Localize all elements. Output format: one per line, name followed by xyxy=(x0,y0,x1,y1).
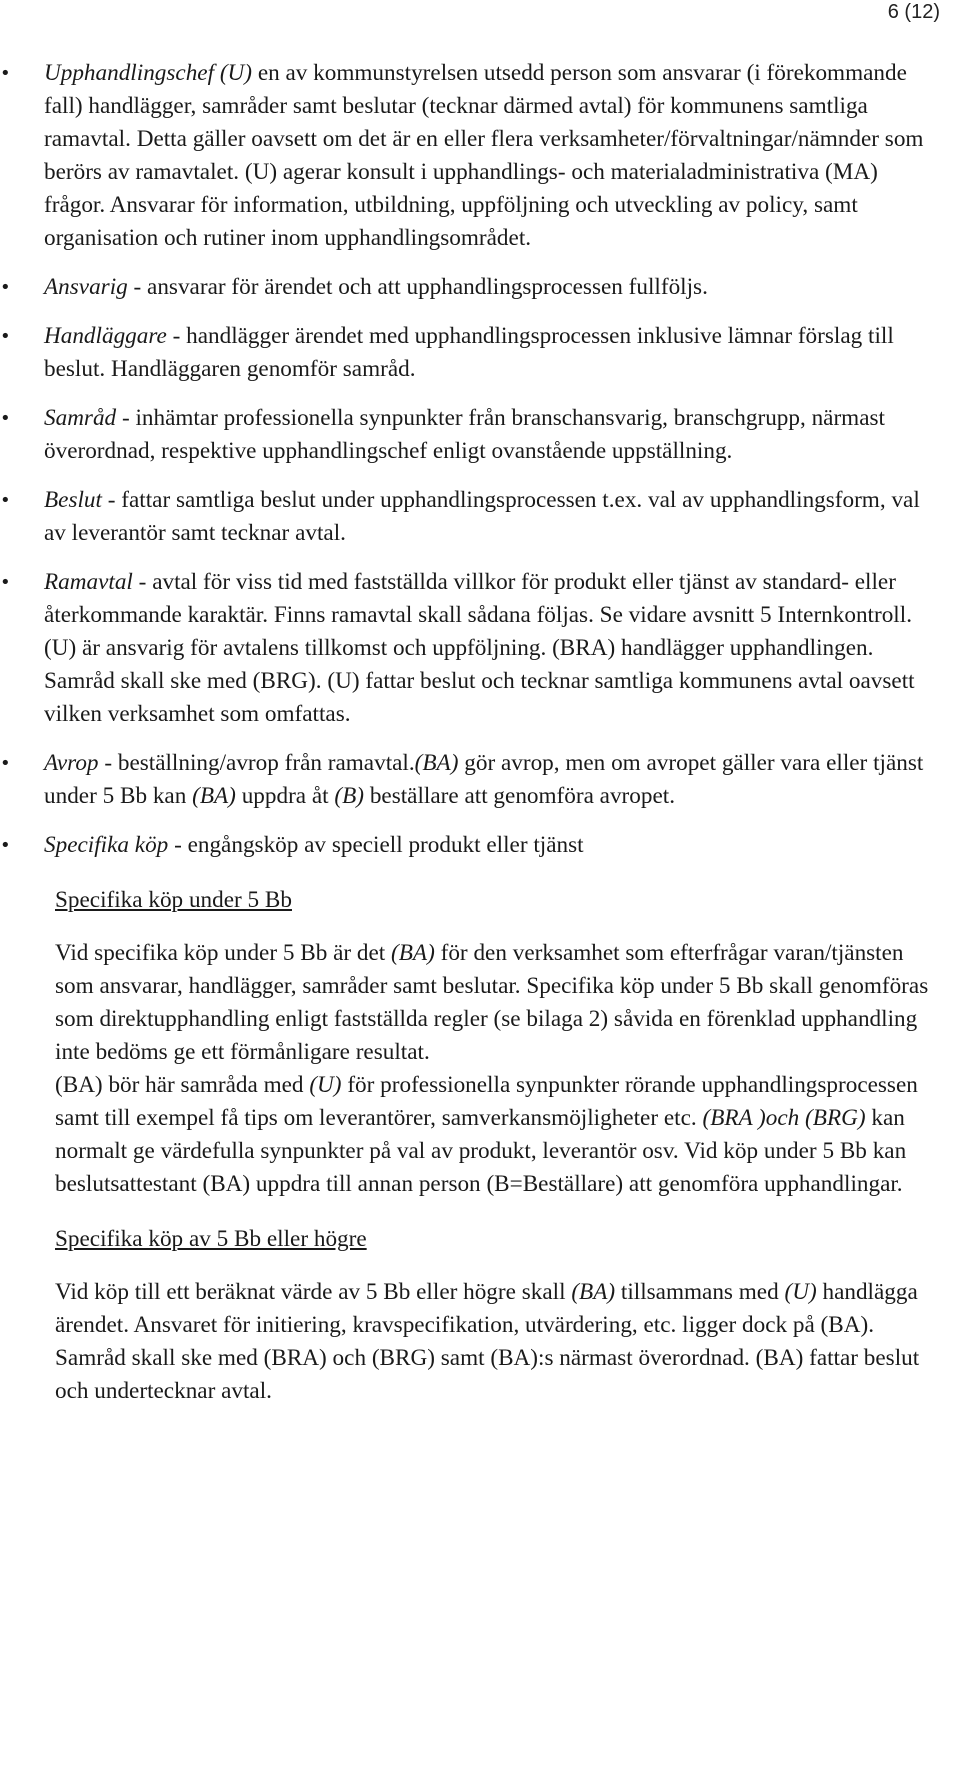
list-item-ansvarig xyxy=(0,271,940,304)
term: Samråd xyxy=(44,405,117,431)
term: Upphandlingschef (U) xyxy=(44,60,253,86)
role-u: (U) xyxy=(309,1072,342,1098)
role-b: (B) xyxy=(334,783,365,809)
term: Avrop xyxy=(44,750,99,776)
list-item-samrad xyxy=(0,402,940,468)
list-item-beslut xyxy=(0,484,940,550)
section-heading: Specifika köp under 5 Bb xyxy=(55,887,292,913)
text-part: för professionella synpunkter rörande upphandlingsprocessen samt till exempel få tips om leverantörer, samverkansmöjligheter etc. xyxy=(55,1072,918,1131)
paragraph xyxy=(55,1276,940,1408)
definition-part: uppdra åt xyxy=(235,783,335,809)
role-ba: (BA) xyxy=(391,940,435,966)
role-ba: (BA) xyxy=(192,783,236,809)
text-part: tillsammans med xyxy=(615,1279,785,1305)
text-part: (BA) bör här samråda med xyxy=(55,1072,310,1098)
bullet-icon: • xyxy=(0,63,11,84)
text-part: Vid specifika köp under 5 Bb är det xyxy=(55,940,392,966)
term: Handläggare xyxy=(44,323,167,349)
role-bra-brg: (BRA )och (BRG) xyxy=(702,1105,866,1131)
definition: - inhämtar professionella synpunkter från branschansvarig, branschgrupp, närmast överordnad, respektive upphandlingschef enligt ovanstående uppställning. xyxy=(44,405,885,464)
bullet-icon: • xyxy=(0,753,11,774)
paragraph xyxy=(55,1069,940,1201)
definition: en av kommunstyrelsen utsedd person som ansvarar (i förekommande fall) handlägger, samråder samt beslutar (tecknar därmed avtal) för kommunens samtliga ramavtal. Detta gäller oavsett om det är en eller flera verksamheter/förvaltningar/nämnder som berörs av ramavtalet. (U) agerar konsult i upphandlings- och materialadministrativa (MA) frågor. Ansvarar för information, utbildning, uppföljning och utveckling av policy, samt organisation och rutiner inom upphandlingsområdet. xyxy=(44,60,924,251)
bullet-icon: • xyxy=(0,572,11,593)
term: Specifika köp xyxy=(44,832,169,858)
list-item-ramavtal xyxy=(0,566,940,731)
role-u: (U) xyxy=(784,1279,817,1305)
term: Beslut xyxy=(44,487,102,513)
role-ba: (BA) xyxy=(571,1279,616,1305)
paragraph xyxy=(55,937,940,1069)
term: Ansvarig xyxy=(44,274,128,300)
bullet-icon: • xyxy=(0,835,11,856)
definition: - handlägger ärendet med upphandlingsprocessen inklusive lämnar förslag till beslut. Handläggaren genomför samråd. xyxy=(44,323,894,382)
bullet-icon: • xyxy=(0,277,11,298)
definition: - fattar samtliga beslut under upphandlingsprocessen t.ex. val av upphandlingsform, val av leverantör samt tecknar avtal. xyxy=(44,487,920,546)
section-under-5bb xyxy=(0,884,940,1201)
document-body xyxy=(0,57,940,1408)
bullet-icon: • xyxy=(0,326,11,347)
list-item-handlaggare xyxy=(0,320,940,386)
definition-continued: (U) är ansvarig för avtalens tillkomst och uppföljning. (BRA) handlägger upphandlingen. Samråd skall ske med (BRG). (U) fattar beslut och tecknar samtliga kommunens avtal oavsett vilken verksamhet som omfattas. xyxy=(44,635,915,727)
section-heading: Specifika köp av 5 Bb eller högre xyxy=(55,1226,367,1252)
definition-part: beställare att genomföra avropet. xyxy=(364,783,675,809)
definition-part: gör avrop, men om avropet gäller vara eller tjänst under 5 Bb kan xyxy=(44,750,924,809)
list-item-avrop xyxy=(0,747,940,813)
definition-part: - beställning/avrop från ramavtal. xyxy=(98,750,415,776)
bullet-icon: • xyxy=(0,408,11,429)
bullet-icon: • xyxy=(0,490,11,511)
list-item-upphandlingschef xyxy=(0,57,940,255)
page-number: 6 (12) xyxy=(887,1,940,23)
text-part: handlägga ärendet. Ansvaret för initiering, kravspecifikation, utvärdering, etc. ligger dock på (BA). Samråd skall ske med (BRA) och (BRG) samt (BA):s närmast överordnad. (BA) fattar beslut och undertecknar avtal. xyxy=(55,1279,920,1404)
text-part: Vid köp till ett beräknat värde av 5 Bb eller högre skall xyxy=(55,1279,572,1305)
definition: - avtal för viss tid med fastställda villkor för produkt eller tjänst av standard- eller återkommande karaktär. Finns ramavtal skall sådana följas. Se vidare avsnitt 5 Internkontroll. xyxy=(44,569,912,628)
list-item-specifika-kop xyxy=(0,829,940,862)
term: Ramavtal xyxy=(44,569,133,595)
role-ba: (BA) xyxy=(414,750,459,776)
definition: - engångsköp av speciell produkt eller tjänst xyxy=(168,832,584,858)
text-part: kan normalt ge värdefulla synpunkter på val av produkt, leverantör osv. Vid köp under 5 Bb kan beslutsattestant (BA) uppdra till annan person (B=Beställare) att genomföra upphandlingar. xyxy=(55,1105,907,1197)
text-part: för den verksamhet som efterfrågar varan/tjänsten som ansvarar, handlägger, samråder samt beslutar. Specifika köp under 5 Bb skall genomföras som direktupphandling enligt fastställda regler (se bilaga 2) såvida en förenklad upphandling inte bedöms ge ett förmånligare resultat. xyxy=(55,940,929,1065)
definition: - ansvarar för ärendet och att upphandlingsprocessen fullföljs. xyxy=(127,274,708,300)
section-5bb-or-higher xyxy=(0,1223,940,1408)
